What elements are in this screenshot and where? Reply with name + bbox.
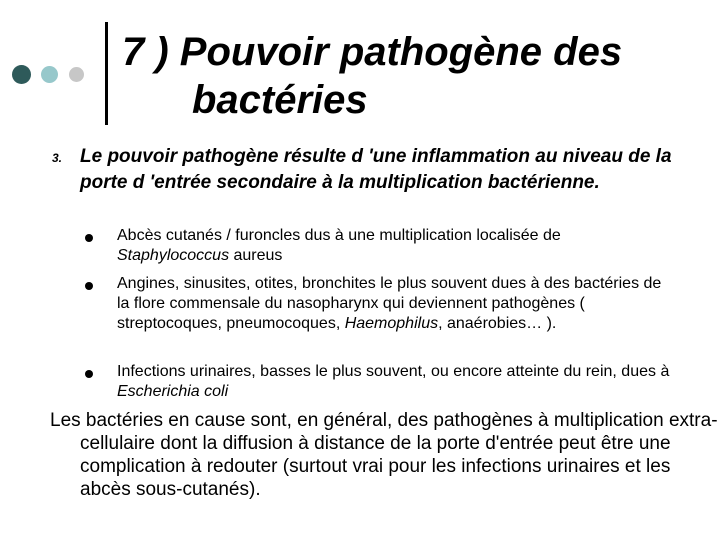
dot-dark <box>12 65 31 84</box>
bullet-dot-icon <box>85 234 93 242</box>
lead-number: 3. <box>52 151 63 165</box>
lead-paragraph: Le pouvoir pathogène résulte d 'une inflammation au niveau de la porte d 'entrée secondaire à la multiplication bactérienne. <box>80 146 672 193</box>
title-line-2: bactéries <box>192 78 368 122</box>
slide-title <box>122 28 702 124</box>
title-line-1: 7 ) Pouvoir pathogène des <box>122 30 623 74</box>
title-divider-line <box>105 22 108 125</box>
dot-gray <box>69 67 84 82</box>
decorative-dots <box>12 65 94 85</box>
dot-teal <box>41 66 58 83</box>
bullet-text: Abcès cutanés / furoncles dus à une multiplication localisée de Staphylococcus aureus <box>117 227 561 264</box>
bullet-dot-icon <box>85 282 93 290</box>
bullet-dot-icon <box>85 370 93 378</box>
bullet-text: Infections urinaires, basses le plus souvent, ou encore atteinte du rein, dues à Escherichia coli <box>117 363 670 400</box>
bullet-text: Angines, sinusites, otites, bronchites le plus souvent dues à des bactéries de la flore commensale du nasopharynx qui deviennent pathogènes ( streptocoques, pneumocoques, Haemophilus, anaérobies… ). <box>117 275 662 332</box>
closing-paragraph: Les bactéries en cause sont, en général, des pathogènes à multiplication extra-cellulaire dont la diffusion à distance de la porte d'entrée peut être une complication à redouter (surtout vrai pour les infections urinaires et les abcès sous-cutanés). <box>50 410 718 500</box>
